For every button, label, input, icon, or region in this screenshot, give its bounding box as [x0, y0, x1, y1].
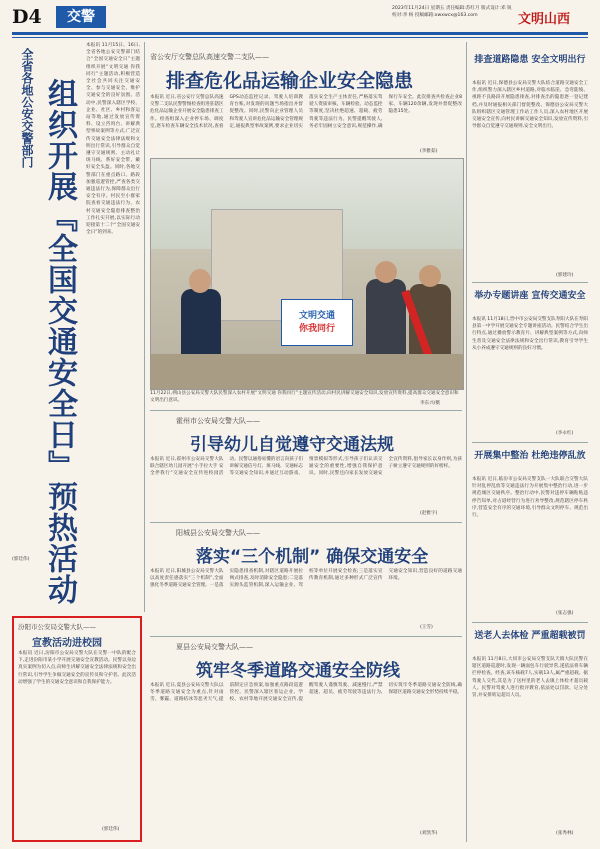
divider — [144, 42, 145, 612]
news-photo — [150, 158, 464, 390]
mid-kicker: 霍州市公安局交警大队—— — [176, 417, 260, 425]
paper-logo: 文明山西 — [518, 12, 571, 27]
divider — [466, 42, 467, 842]
mid-body: 本报讯 近日,霍州市公安局交警大队联合辖区幼儿园开展“小手拉大手 安全伴我行”交通安全宣传进校园活动。民警以通俗易懂的语言向孩子们讲解交通信号灯、斑马线、交通标志等交通安全知识,并通过互动游戏、情景模拟等形式,引导孩子们认识交通安全的重要性,增强自我保护意识。同时,民警还向家长发放交通安全宣传资料,倡导家长以身作则,为孩子树立遵守交通规则的好榜样。 — [150, 457, 462, 477]
photo-caption: 11月22日,朔山县公安局交警大队民警深入农村开展“文明交通 你我同行”主题宣传活动,向村民讲解交通安全知识,发放宣传资料,提高群众交通安全意识和文明出行意识。 — [150, 391, 459, 403]
divider — [150, 636, 462, 637]
boxed-headline: 宣教活动进校园 — [32, 638, 102, 649]
right-body-3: 本报讯 近日,临汾市公安局交警支队一大队联合交警大队针对乱停乱放等交通违法行为开展集中整治行动,进一步规范城区交通秩序。整治行动中,民警对违停车辆粘贴违停告知单,对占道经营行为进行劝导整改,规范辖区停车秩序,营造安全有序的交通环境,引导群众文明停车、规范出行。 — [472, 477, 588, 519]
bottom-kicker: 夏县公安局交警大队—— — [176, 643, 253, 651]
photo-head-2 — [375, 261, 397, 283]
divider — [472, 282, 588, 283]
right-body-2: 本报讯 11月18日,晋中市公安局交警支队寿阳大队在寿阳县第一中学开展交通安全专题讲座活动。民警结合学生出行特点,通过播放警示教育片、讲解典型案例等方式,向师生普及交通安全法律法规和安全出行常识,教育引导学生从小养成遵守交通规则的良好习惯。 — [472, 317, 588, 351]
bottom-byline: (刘凯华) — [420, 831, 438, 836]
boxed-story — [12, 616, 142, 842]
boxed-kicker: 汾阳市公安局交警大队—— — [18, 623, 96, 631]
divider — [150, 410, 462, 411]
bottom-headline: 筑牢冬季道路交通安全防线 — [196, 661, 400, 681]
sidebar-body-cont: (郭廷伟) — [12, 557, 30, 562]
mid2-kicker: 阳城县公安局交警大队—— — [176, 529, 260, 537]
banner-line-1: 文明交通 — [298, 311, 335, 321]
photo-banner — [281, 299, 353, 346]
boxed-body: 本报讯 近日,汾阳市公安局交警大队在交警一中队的配合下,走进汾阳市某小学开展交通安全宣教活动。民警以身边真实案例为切入点,向师生讲解交通安全法律法规和安全出行常识,引导学生争做交通安全的宣传员和守护者。此次活动增强了学生的交通安全意识和自我保护能力。 — [18, 651, 136, 685]
right-title-4: 送老人去体检 严重超载被罚 — [474, 631, 586, 641]
sidebar-body: 本报讯 11月15日、16日,全省各地公安交警部门结合“全国交通安全日”主题组织开展“文明交通 你我同行”主题活动,积极营造全社会共同关注交通安全、参与交通安全、维护交通安全的良好氛围。活动中,民警深入辖区学校、企业、社区、乡村和客运站等地,通过发放宣传资料、设立咨询台、讲解典型事故案例等方式,广泛宣传交通安全法律法规和文明出行常识,引导群众自觉遵守交通规则、主动礼让斑马线、系好安全带、戴好安全头盔。同时,各地交警部门在重点路口、路段加强巡逻管控,严查各类交通违法行为,保障群众出行安全有序。村民至小群家院查看交通违法行为、农村交通安全隐患排查整治工作扎实开展,以实际行动迎接第十二个“全国交通安全日”的到来。 — [86, 43, 140, 236]
divider — [472, 442, 588, 443]
right-body-1: 本报讯 近日,保德县公安局交警大队结合道路交通安全工作,组织警力深入辖区乡村道路,对临水临崖、急弯陡坡、视距不良路段开展隐患排查,对排查出的隐患逐一登记建档,并及时通报相关部门督促整改。保德县公安局交警大队组织辖区交通管理工作站工作人员,深入农村地区开展交通安全宣传,向村民讲解交通安全知识,发放宣传资料,引导群众自觉遵守交通规则,安全文明出行。 — [472, 81, 588, 130]
photo-byline: 李东兴/摄 — [420, 401, 440, 406]
sidebar-headline: 组织开展『全国交通安全日』预热活动 — [42, 78, 77, 605]
photo-head-1 — [189, 269, 211, 293]
right-byline-2: (李永红) — [556, 431, 574, 436]
right-body-4: 本报讯 11月8日,大同市公安局交警支队天镇大队民警在辖区道路巡逻时,发现一辆面包车行驶异常,遂依法将车辆拦停检查。经查,该车核载7人,实载13人,属严重超载。据驾驶人交代,其是为了送村里的老人去镇上体检才超员载人。民警对驾驶人进行批评教育,依法处以罚款、记分处罚,并安排转运超员人员。 — [472, 657, 588, 699]
section-tag: 交警 — [56, 6, 106, 28]
page-number: D4 — [12, 6, 42, 28]
bottom-body: 本报讯 近日,夏县公安局交警大队以冬季道路交通安全为重点,针对雨雪、雾霾、道路结冰等恶劣天气,提前制定应急预案,加强重点路段巡逻管控。民警深入辖区客运企业、学校、农村等地开展交通安全宣传,提醒驾驶人谨慎驾驶、减速慢行,严禁超速、超员、疲劳驾驶等违法行为,切实筑牢冬季道路交通安全防线,确保辖区道路交通安全形势持续平稳。 — [150, 683, 462, 703]
lead-body: 本报讯 近日,省公安厅交警总队高速交警二支队民警警惕检查组进驻辖区危化品运输企业开展安全隐患排查工作。检查组深入企业停车场、调度室,逐车检查车辆安全技术状况,查看GPS动态监控记录、驾驶人培训教育台账,对发现的问题当场指出并督促整改。同时,民警向企业管理人员和驾驶人宣讲危化品运输安全管理规定,通报典型事故案例,要求企业切实落实安全生产主体责任,严格落实驾驶人资质审核、车辆检验、动态监控等制度,坚决杜绝超速、超载、疲劳驾驶等违法行为。民警提醒驾驶人,务必牢固树立安全意识,规范操作,确保行车安全。此次排查共检查企业8家、车辆120余辆,发现并督促整改隐患15处。 — [150, 95, 462, 129]
mid-headline: 引导幼儿自觉遵守交通法规 — [190, 435, 394, 455]
photo-ground — [151, 354, 463, 389]
mid-byline: (赵雅宇) — [420, 511, 438, 516]
divider — [472, 622, 588, 623]
photo-head-3 — [419, 265, 441, 287]
header-rule-thin — [12, 37, 588, 38]
banner-line-2: 你我同行 — [298, 324, 335, 334]
sidebar-subtitle: 全省各地公安交警部门 — [20, 48, 34, 168]
right-byline-3: (张志强) — [556, 611, 574, 616]
right-byline-4: (张秀林) — [556, 831, 574, 836]
date-block: 2023年11月24日 星期五 责任编辑:苏红月 版式设计:邓 锐 校对:李 杨 投稿邮箱:xwxwcx@163.com — [392, 6, 512, 18]
lead-byline: (李雅茹) — [420, 149, 438, 154]
right-title-3: 开展集中整治 杜绝违停乱放 — [474, 451, 586, 461]
boxed-byline: (郭廷伟) — [102, 827, 120, 832]
divider — [150, 522, 462, 523]
lead-headline: 排查危化品运输企业安全隐患 — [166, 70, 414, 92]
mid2-byline: (王雪) — [420, 625, 433, 630]
lead-kicker: 省公安厅交警总队高速交警二支队—— — [150, 53, 269, 61]
mid2-body: 本报讯 近日,阳城县公安局交警大队以高度责任感落实“三个机制”,全面强化冬季道路交通安全管理。一是落实隐患排查机制,对辖区道路开展拉网式排查,及时消除安全隐患;二是落实源头监管机制,深入运输企业、驾校等单位开展安全检查;三是落实宣传教育机制,通过多种形式广泛宣传交通安全知识,营造良好的道路交通环境。 — [150, 569, 462, 589]
header-rule — [12, 32, 588, 35]
right-byline-1: (郭建玲) — [556, 273, 574, 278]
right-title-1: 排查道路隐患 安全文明出行 — [474, 55, 586, 65]
mid2-headline: 落实“三个机制” 确保交通安全 — [196, 547, 429, 567]
right-title-2: 举办专题讲座 宣传交通安全 — [474, 291, 586, 301]
